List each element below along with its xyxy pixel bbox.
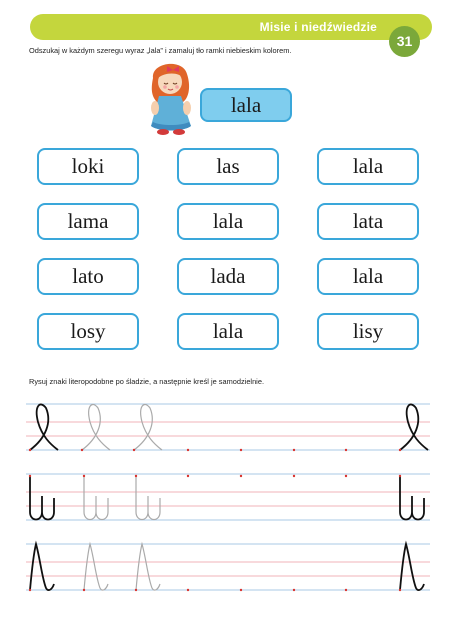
- tracing-row-w[interactable]: [26, 468, 430, 538]
- word-box[interactable]: lala: [317, 148, 419, 185]
- header-bar: [30, 14, 432, 49]
- word-box[interactable]: lala: [177, 203, 279, 240]
- tracing-row-loop[interactable]: [26, 398, 430, 468]
- word-box[interactable]: lata: [317, 203, 419, 240]
- page-number: 31: [389, 26, 420, 57]
- tracing-row-lambda[interactable]: [26, 538, 430, 608]
- exercise2-instruction: Rysuj znaki literopodobne po śladzie, a następnie kreśl je samodzielnie.: [29, 377, 264, 386]
- word-box[interactable]: lato: [37, 258, 139, 295]
- target-word-box: lala: [200, 88, 292, 122]
- doll-illustration: [143, 56, 199, 136]
- word-box[interactable]: lala: [317, 258, 419, 295]
- word-box[interactable]: lama: [37, 203, 139, 240]
- word-box[interactable]: losy: [37, 313, 139, 350]
- word-box[interactable]: las: [177, 148, 279, 185]
- word-box[interactable]: loki: [37, 148, 139, 185]
- word-box[interactable]: lala: [177, 313, 279, 350]
- section-title: Misie i niedźwiedzie: [259, 20, 377, 34]
- exercise1-instruction: Odszukaj w każdym szeregu wyraz „lala” i zamaluj tło ramki niebieskim kolorem.: [29, 46, 292, 55]
- word-box[interactable]: lisy: [317, 313, 419, 350]
- word-box[interactable]: lada: [177, 258, 279, 295]
